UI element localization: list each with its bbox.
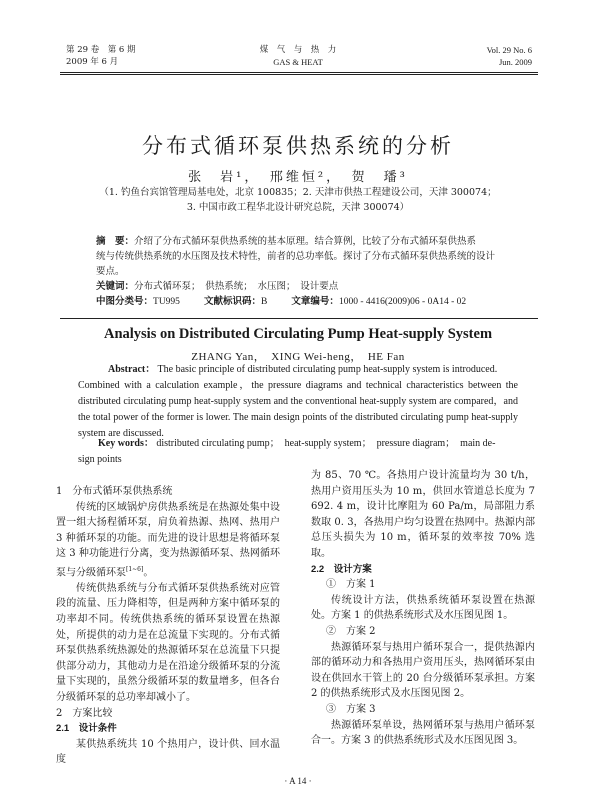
english-abstract [78,362,518,442]
case-label-2: ② 方案 2 [326,625,376,637]
classification-line [96,294,514,310]
paragraph: 传统设计方法，供热系统循环泵设置在热源处。方案 1 的供热系统形式及水压图见图 1。 [311,594,535,622]
affiliation-line-2: 3. 中国市政工程华北设计研究总院，天津 300074） [186,202,410,213]
paragraph [56,500,280,581]
affiliation-line-1: （1. 钓鱼台宾馆管理局基电处，北京 100835；2. 天津市供热工程建设公司，天津 300074； [99,187,497,198]
paragraph: 热源循环泵与热用户循环泵合一，提供热源内部的循环动力和各热用户资用压头，热网循环泵由设在供回水干管上的 20 台分级循环泵承担。方案 2 的供热系统形式及水压图见图 2。 [311,641,535,700]
case-label-1: ① 方案 1 [326,579,376,591]
article-no-label: 文章编号： [291,296,339,307]
journal-volume-en [487,44,532,68]
body-left-column [56,484,280,768]
volume-issue: 第 29 卷 第 6 期 [66,45,136,55]
abstract-text-1: 介绍了分布式循环泵供热系统的基本原理。结合算例，比较了分布式循环泵供热系 [134,236,477,247]
case-label-3: ③ 方案 3 [326,703,376,715]
abstract-text-2: 统与传统供热系统的水压图及技术特性，前者的总功率低。探讨了分布式循环泵供热系统的设计 [96,251,496,262]
english-keywords [78,436,518,468]
paragraph: 为 85、70 ℃。各热用户设计流量均为 30 t/h，热用户资用压头为 10 m，供回水管道总长度为 7 692. 4 m，设计比摩阻为 60 Pa/m，局部阻力系数取 0. 3，各热用户均匀设置在热网中。热源内部总压头损失为 10 m，循环泵的效率按 70% 选取。 [311,470,535,559]
english-authors: ZHANG Yan， XING Wei-heng， HE Fan [191,351,405,363]
paragraph-end: 。 [143,567,154,579]
article-no-value: 1000 - 4416(2009)06 - 0A14 - 02 [338,297,467,307]
english-abstract-rest: Combined with a calculation example，the pressure diagrams and technical characteristics between the distributed circulating pump heat-supply system and the conventional heat-supply system are compared，and the total power of the former is lower. The main design points of the distributed circulating pump heat-supply system are discussed. [78,380,518,439]
subsection-heading-2-1: 2.1 设计条件 [56,723,117,735]
journal-name-cn: 煤 气 与 热 力 [259,45,337,55]
section-heading-2: 2 方案比较 [56,707,113,719]
abstract-text-3: 要点。 [96,266,125,277]
paper-authors: 张 岩¹， 邢维恒²， 贺 璠³ [188,170,408,185]
issue-date: 2009 年 6 月 [66,57,119,67]
abstract-divider [60,318,538,319]
keywords-label: 关键词： [96,281,135,292]
paper-title: 分布式循环泵供热系统的分析 [142,134,454,158]
subsection-heading-2-2: 2.2 设计方案 [311,563,372,575]
english-keywords-label: Key words： [98,438,154,449]
paragraph: 传统供热系统与分布式循环泵供热系统对应管段的流量、压力降相等，但是两种方案中循环泵的功率却不同。传统供热系统的循环泵设置在热源处，所提供的动力是在总流量下实现的。分布式循环泵供热系统热源处的热源循环泵在总流量下只提供部分动力，其他动力是在沿途分级循环泵的分流量下实现的，虽然分级循环泵的数量增多，但各台分级循环泵的总功率却减小了。 [56,582,280,704]
journal-name-en: GAS & HEAT [273,57,323,67]
abstract-cn [96,234,514,310]
doc-code-value: B [261,297,268,307]
citation: [1~6] [126,565,144,573]
body-right-column [311,468,535,749]
paragraph: 某供热系统共 10 个热用户，设计供、回水温度 [56,738,280,766]
english-keywords-line2: sign points [78,454,122,465]
issue-date-en: Jun. 2009 [498,57,532,67]
clc-value: TU995 [153,297,180,307]
english-abstract-line1: The basic principle of distributed circulating pump heat-supply system is introduced. [157,364,498,375]
header-rule-bottom [60,74,538,75]
abstract-label: 摘 要： [96,236,135,247]
clc-label: 中图分类号： [96,296,154,307]
volume-issue-en: Vol. 29 No. 6 [486,45,532,55]
page-number: · A 14 · [284,776,312,786]
paragraph: 热源循环泵单设，热网循环泵与热用户循环泵合一。方案 3 的供热系统形式及水压图见图 3。 [311,719,535,747]
paragraph-text: 传统的区域锅炉房供热系统是在热源处集中设置一组大扬程循环泵，肩负着热源、热网、热用户 3 种循环泵的功能。而先进的设计思想是将循环泵这 3 种功能进行分离，变为热源循环泵、热网循环泵与分级循环泵 [56,501,280,579]
doc-code-label: 文献标识码： [204,296,262,307]
section-heading-1: 1 分布式循环泵供热系统 [56,486,173,497]
keywords-text: 分布式循环泵； 供热系统； 水压图； 设计要点 [134,281,339,292]
english-abstract-label: Abstract： [108,364,156,375]
english-keywords-line1: distributed circulating pump； heat-supply system； pressure diagram； main de- [156,438,496,449]
english-title: Analysis on Distributed Circulating Pump Heat-supply System [103,326,493,342]
header-rule-top [60,72,538,73]
